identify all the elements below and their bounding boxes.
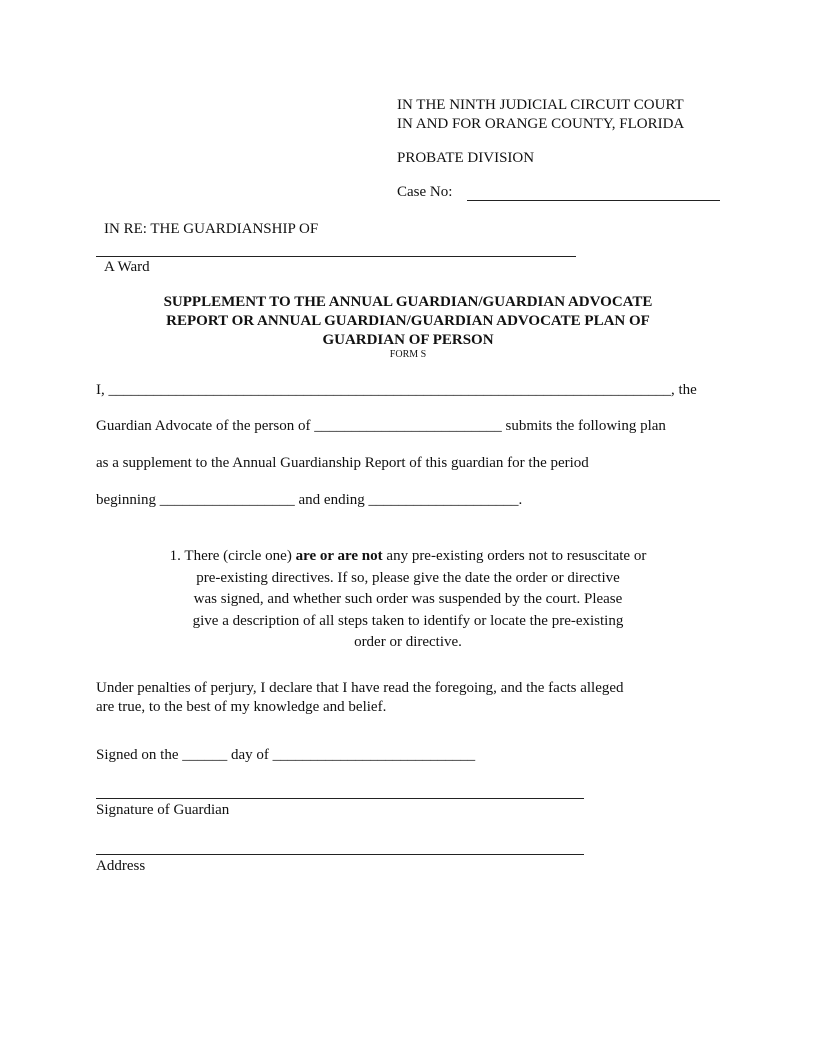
signed-on-line [96, 746, 475, 765]
title-line-2: REPORT OR ANNUAL GUARDIAN/GUARDIAN ADVOCATE PLAN OF [166, 313, 650, 329]
court-division: PROBATE DIVISION [397, 150, 535, 166]
body-line-1 [96, 381, 697, 400]
form-number: FORM S [389, 349, 427, 360]
body-line-3: as a supplement to the Annual Guardianship Report of this guardian for the period [96, 455, 589, 471]
ward-name-field[interactable] [96, 256, 576, 257]
title-line-3: GUARDIAN OF PERSON [322, 332, 494, 348]
document-title [96, 293, 720, 350]
case-number-field[interactable] [467, 200, 720, 201]
body-line-4-start: beginning [96, 492, 160, 508]
body-line-1-start: I, [96, 382, 109, 398]
body-line-4 [96, 491, 522, 510]
body-line-2-end: submits the following plan [501, 418, 666, 434]
item-1-rest: any pre-existing orders not to resuscitate or [382, 548, 647, 564]
body-line-4-end: . [518, 492, 523, 508]
guardian-name-field[interactable]: ___________________________________________________________________________ [108, 382, 671, 398]
declaration-line-1: Under penalties of perjury, I declare that I have read the foregoing, and the facts alleged [96, 680, 624, 696]
signature-field[interactable] [96, 798, 584, 799]
address-field[interactable] [96, 854, 584, 855]
body-line-1-end: , the [671, 382, 697, 398]
item-1-paragraph [150, 546, 666, 654]
body-line-4-mid: and ending [294, 492, 369, 508]
signed-month-field[interactable]: ___________________________ [272, 747, 476, 763]
title-line-1: SUPPLEMENT TO THE ANNUAL GUARDIAN/GUARDIAN ADVOCATE [163, 294, 653, 310]
person-name-field[interactable]: _________________________ [314, 418, 502, 434]
period-begin-field[interactable]: __________________ [159, 492, 295, 508]
item-1-line-1 [150, 546, 666, 568]
item-1-line-2: pre-existing directives. If so, please give the date the order or directive [196, 569, 620, 586]
court-name: IN THE NINTH JUDICIAL CIRCUIT COURT [397, 97, 684, 113]
court-county: IN AND FOR ORANGE COUNTY, FLORIDA [397, 116, 685, 132]
item-1-line-3: was signed, and whether such order was suspended by the court. Please [193, 591, 623, 607]
signed-on-start: Signed on the [96, 747, 183, 763]
signed-day-field[interactable]: ______ [182, 747, 228, 763]
body-line-2 [96, 417, 666, 436]
item-1-prefix: 1. There (circle one) [169, 548, 296, 564]
item-1-line-4: give a description of all steps taken to identify or locate the pre-existing [192, 612, 624, 629]
declaration-line-2: are true, to the best of my knowledge and belief. [96, 699, 387, 715]
signed-on-mid: day of [227, 747, 273, 763]
item-1-line-5: order or directive. [354, 634, 462, 650]
address-label: Address [96, 858, 146, 874]
are-or-are-not-choice[interactable]: are or are not [295, 548, 383, 564]
signature-label: Signature of Guardian [96, 802, 230, 818]
ward-label: A Ward [104, 259, 150, 275]
body-line-2-start: Guardian Advocate of the person of [96, 418, 315, 434]
period-end-field[interactable]: ____________________ [368, 492, 519, 508]
perjury-declaration [96, 679, 696, 717]
case-number-label: Case No: [397, 184, 453, 200]
in-re-heading: IN RE: THE GUARDIANSHIP OF [104, 221, 319, 237]
